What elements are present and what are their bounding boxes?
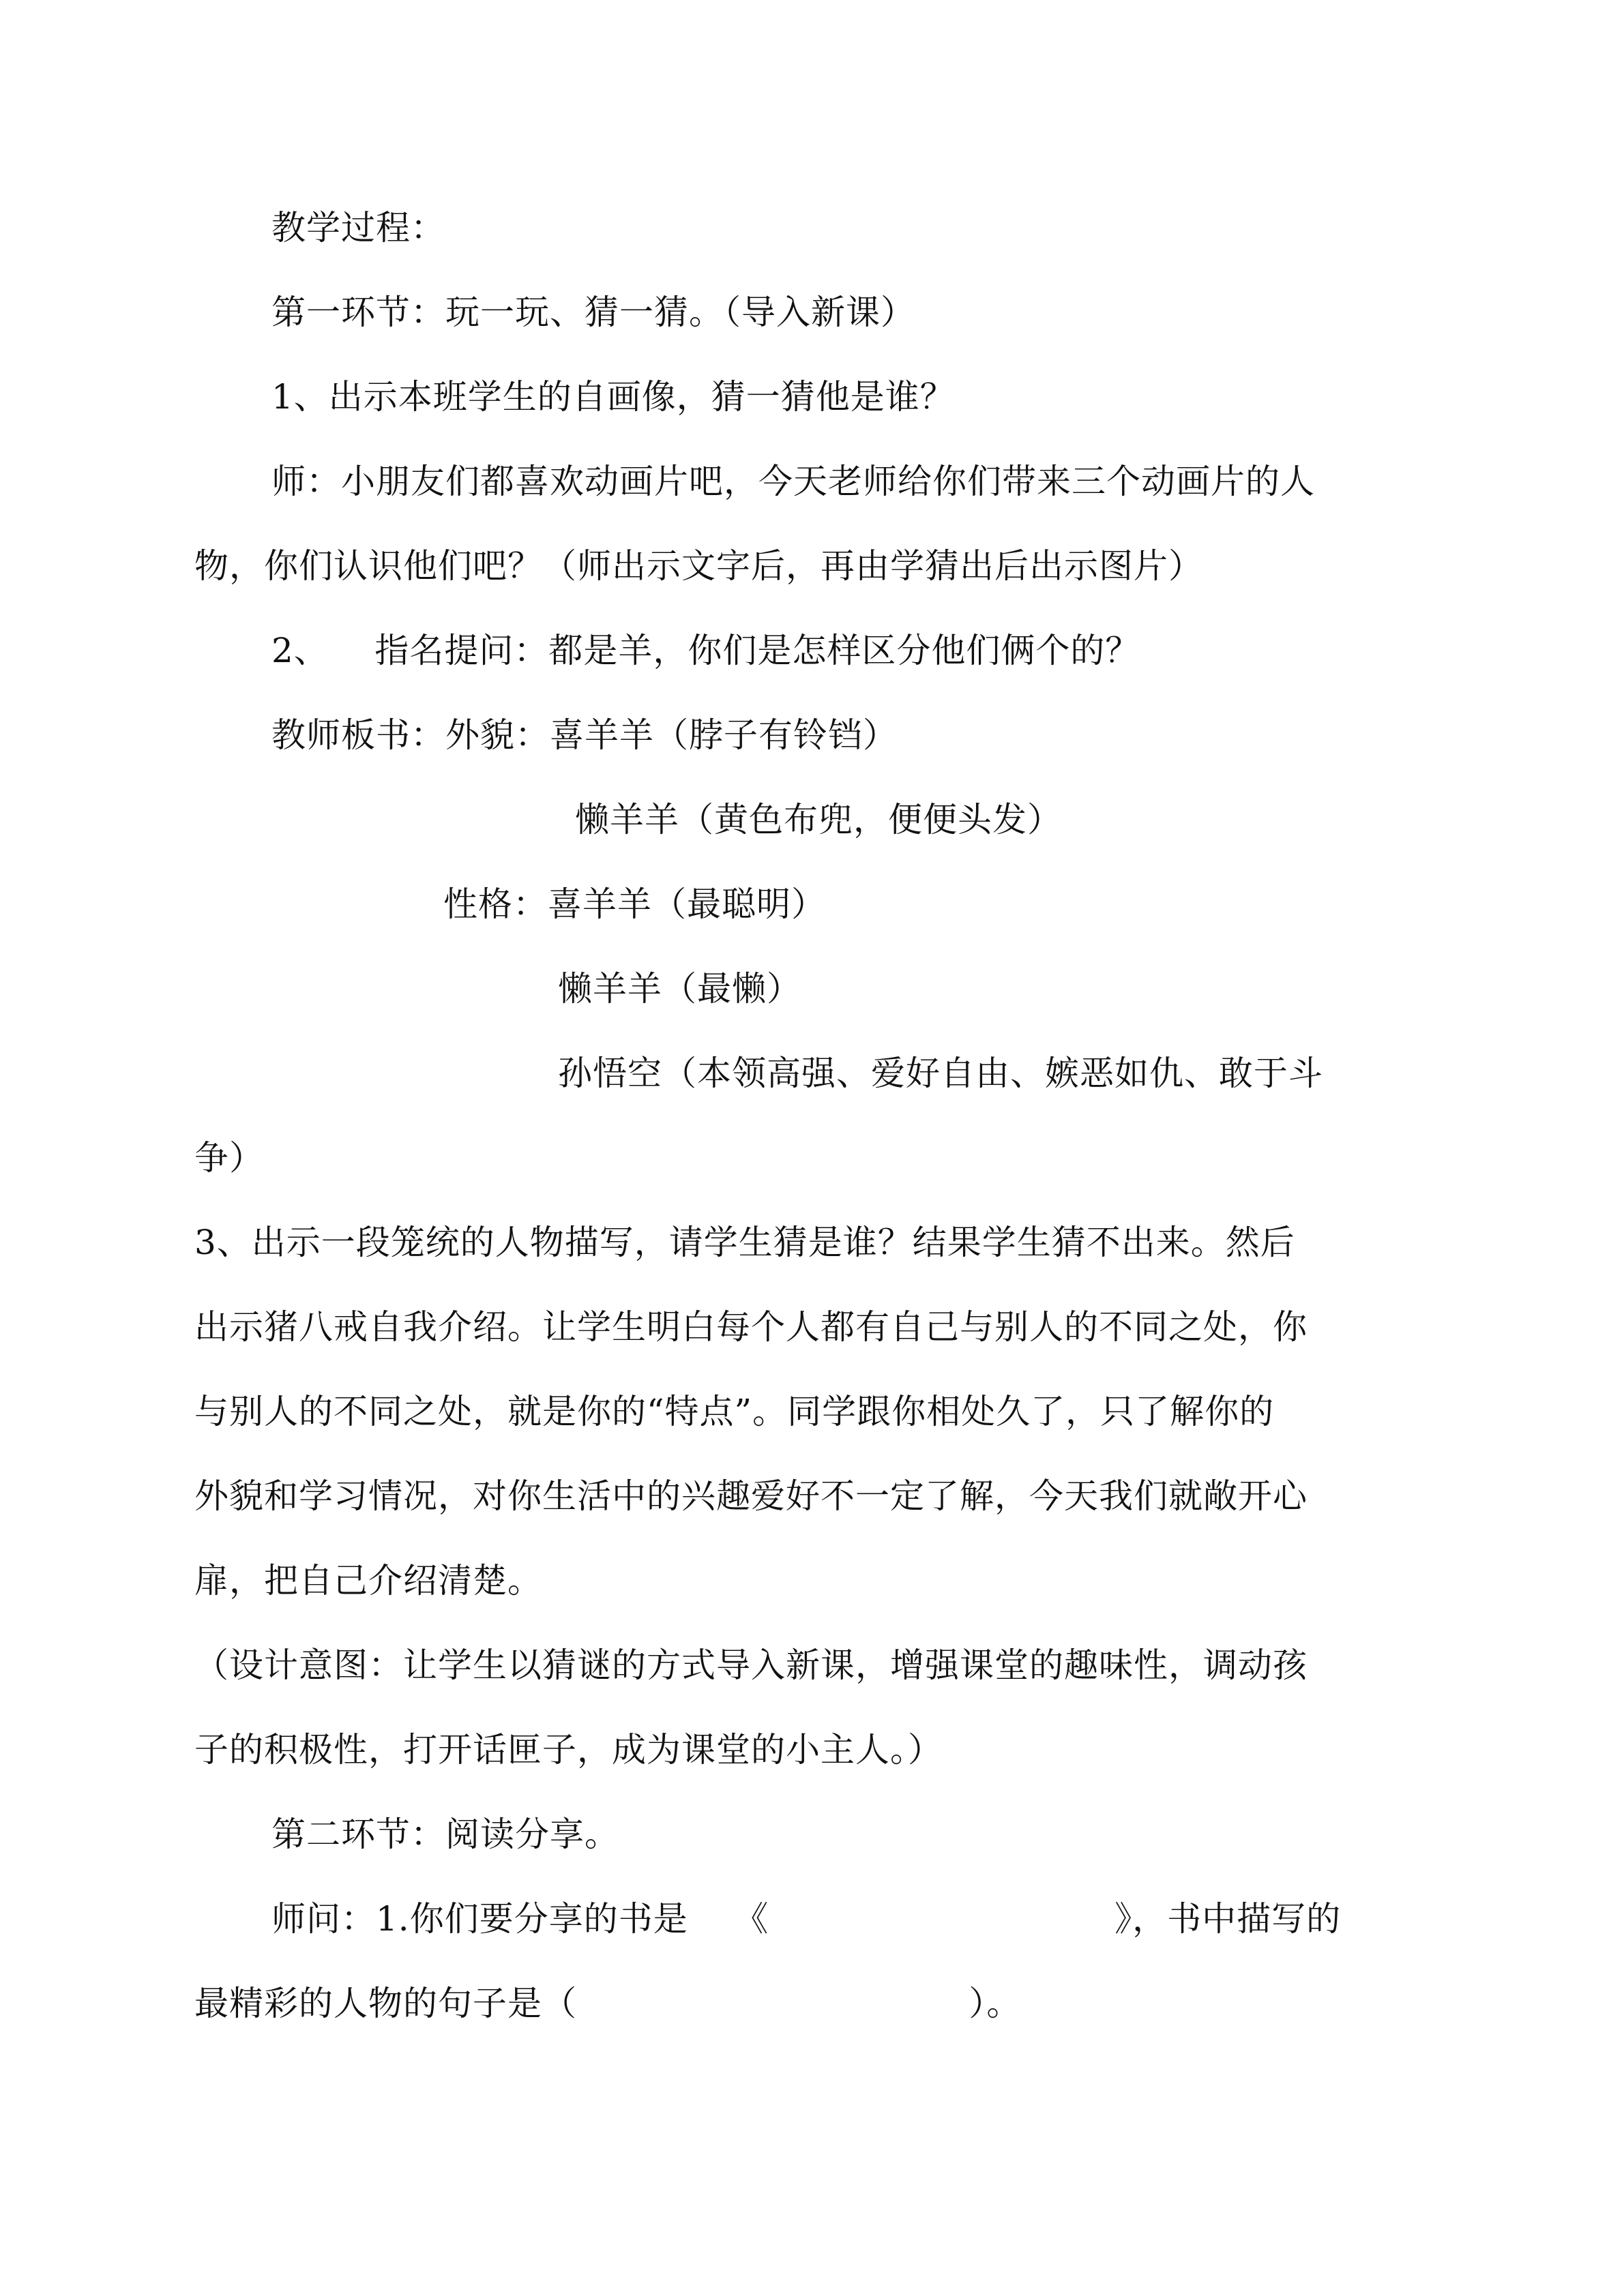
board-writing-line: 教师板书：外貌：喜羊羊（脖子有铃铛） [271, 715, 898, 755]
board-writing-line: 懒羊羊（黄色布兜，便便头发） [575, 800, 1062, 839]
paragraph-line: 外貌和学习情况，对你生活中的兴趣爱好不一定了解，今天我们就敞开心 [194, 1476, 1308, 1516]
design-intent-note: 子的积极性，打开话匣子，成为课堂的小主人。） [194, 1730, 943, 1770]
design-intent-note: （设计意图：让学生以猜谜的方式导入新课，增强课堂的趣味性，调动孩 [194, 1645, 1308, 1685]
fill-in-line: 最精彩的人物的句子是（ ）。 [194, 1984, 1022, 2023]
paragraph-line: 与别人的不同之处，就是你的“特点”。同学跟你相处久了，只了解你的 [194, 1392, 1275, 1431]
paragraph-line: 物，你们认识他们吧？（师出示文字后，再由学猜出后出示图片） [194, 546, 1203, 586]
paragraph-line: 3、出示一段笼统的人物描写，请学生猜是谁？结果学生猜不出来。然后 [194, 1223, 1295, 1262]
step-two-heading: 第二环节：阅读分享。 [271, 1815, 619, 1854]
section-heading: 教学过程： [271, 208, 445, 248]
paragraph-line: 扉，把自己介绍清楚。 [194, 1561, 542, 1600]
board-writing-line: 懒羊羊（最懒） [558, 969, 801, 1009]
step-one-heading: 第一环节：玩一玩、猜一猜。（导入新课） [271, 293, 915, 332]
paragraph-line: 1、出示本班学生的自画像，猜一猜他是谁？ [271, 377, 955, 417]
board-writing-line: 争） [194, 1138, 264, 1178]
fill-in-line: 师问：1.你们要分享的书是 《 》，书中描写的 [271, 1899, 1342, 1939]
board-writing-line: 孙悟空（本领高强、爱好自由、嫉恶如仇、敢于斗 [558, 1054, 1323, 1093]
paragraph-line: 出示猪八戒自我介绍。让学生明白每个人都有自己与别人的不同之处，你 [194, 1307, 1308, 1347]
paragraph-line: 师：小朋友们都喜欢动画片吧，今天老师给你们带来三个动画片的人 [271, 462, 1315, 501]
board-writing-line: 性格：喜羊羊（最聪明） [443, 884, 826, 924]
paragraph-line: 2、 指名提问：都是羊，你们是怎样区分他们俩个的？ [271, 631, 1140, 670]
